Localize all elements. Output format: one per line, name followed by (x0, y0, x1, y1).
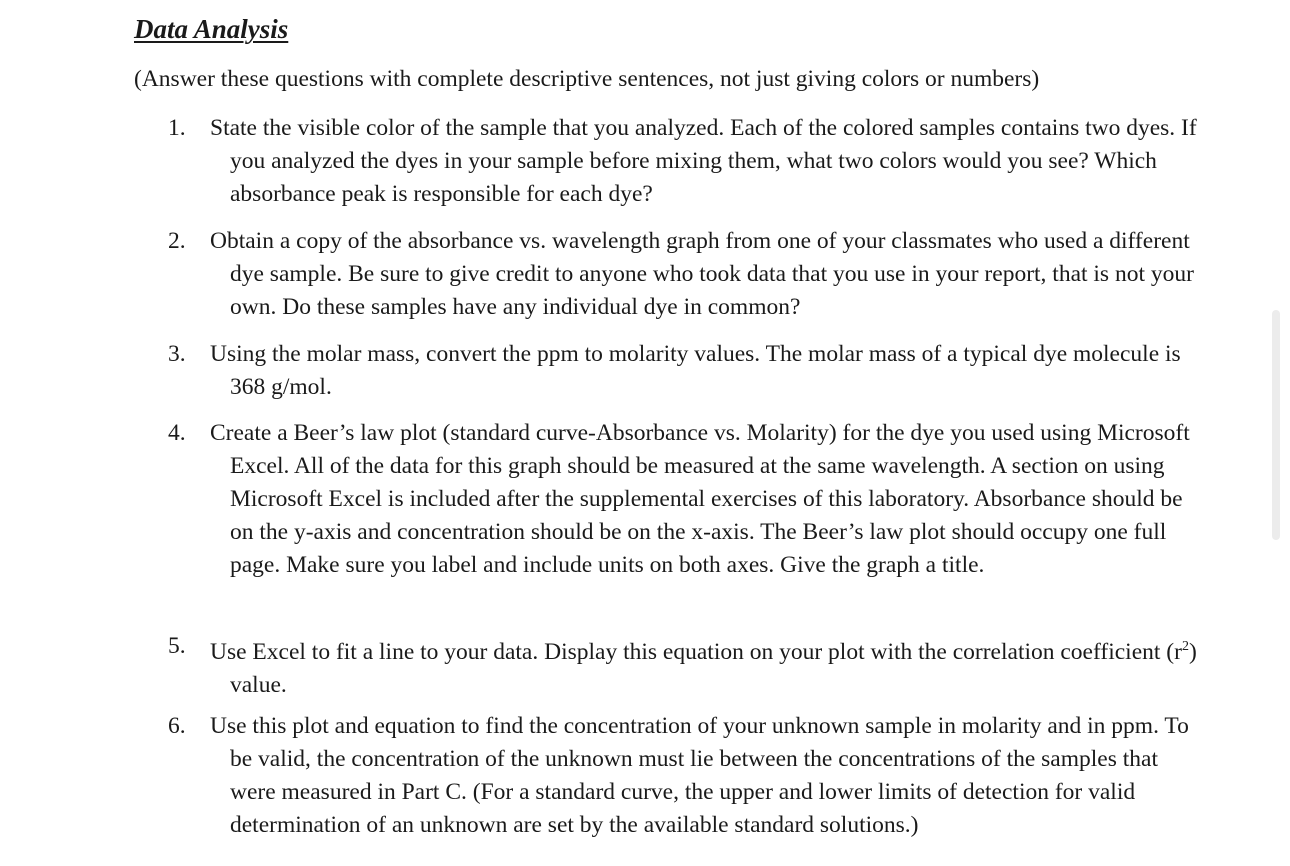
question-item-5 (168, 630, 1198, 702)
superscript: 2 (1181, 639, 1189, 654)
question-item-6 (168, 710, 1198, 842)
question-item-3 (168, 338, 1198, 404)
question-text: Create a Beer’s law plot (standard curve-Absorbance vs. Molarity) for the dye you used using Microsoft Excel. All of the data for this graph should be measured at the same wavelength. A section on using Microsoft Excel is included after the supplemental exercises of this laboratory. Absorbance should be on the y-axis and concentration should be on the x-axis. The Beer’s law plot should occupy one full page. Make sure you label and include units on both axes. Give the graph a title. (210, 420, 1190, 578)
question-number: 2. (168, 228, 186, 254)
question-text-part: Use Excel to fit a line to your data. Display this equation on your plot with the correlation coefficient (r (210, 638, 1182, 665)
scrollbar[interactable] (1272, 310, 1280, 540)
question-number: 5. (168, 633, 186, 659)
page-title: Data Analysis (134, 14, 289, 44)
question-text: Using the molar mass, convert the ppm to molarity values. The molar mass of a typical dye molecule is 368 g/mol. (210, 341, 1181, 400)
question-item-1 (168, 112, 1198, 211)
question-number: 3. (168, 341, 186, 367)
instructions-text: (Answer these questions with complete descriptive sentences, not just giving colors or numbers) (134, 66, 1040, 92)
question-number: 6. (168, 713, 186, 739)
question-item-2 (168, 225, 1198, 324)
question-item-4 (168, 417, 1198, 582)
question-text: State the visible color of the sample that you analyzed. Each of the colored samples contains two dyes. If you analyzed the dyes in your sample before mixing them, what two colors would you see? Which absorbance peak is responsible for each dye? (210, 115, 1197, 207)
question-text-part: ) value. (230, 638, 1197, 698)
question-text: Use this plot and equation to find the concentration of your unknown sample in molarity and in ppm. To be valid, the concentration of the unknown must lie between the concentrations of the samples that were measured in Part C. (For a standard curve, the upper and lower limits of detection for valid determination of an unknown are set by the available standard solutions.) (210, 713, 1189, 838)
question-number: 4. (168, 420, 186, 446)
question-text: Obtain a copy of the absorbance vs. wavelength graph from one of your classmates who used a different dye sample. Be sure to give credit to anyone who took data that you use in your report, that is not your own. Do these samples have any individual dye in common? (210, 228, 1194, 320)
question-number: 1. (168, 115, 186, 141)
question-text (210, 630, 1198, 702)
